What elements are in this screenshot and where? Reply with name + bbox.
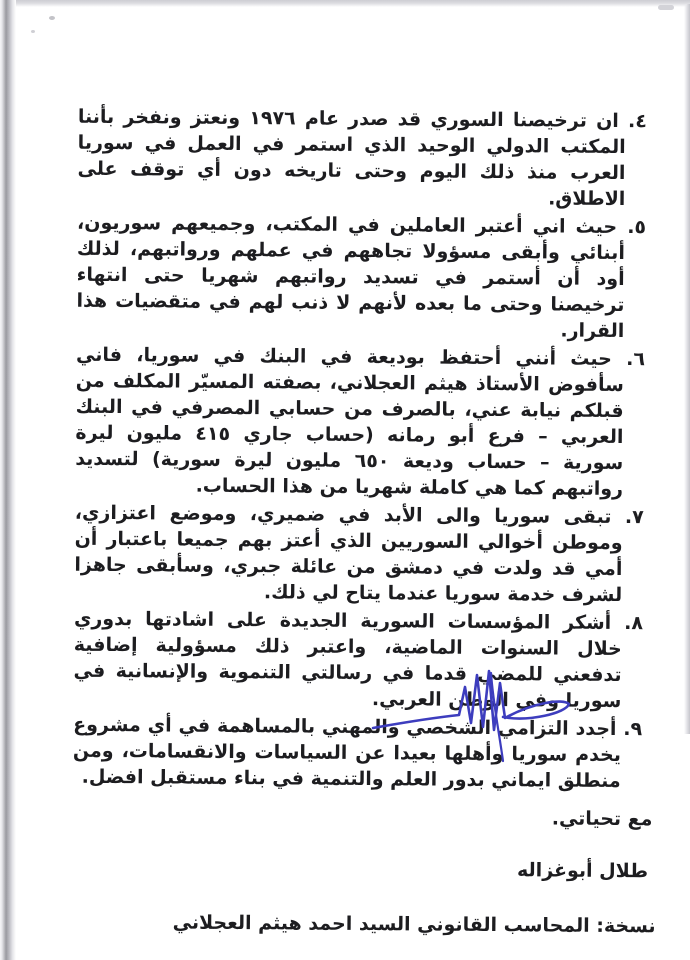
- handwritten-signature: [366, 660, 591, 770]
- clause-8: ٨. أشكر المؤسسات السورية الجديدة على اشادتها بدوري خلال السنوات الماضية، واعتبر ذلك مسؤولية إضافية تدفعني للمضي قدما في رسالتي التنموية والإنسانية في سوريا وفي الوطن العربي.: [73, 607, 644, 713]
- closing-salutation: مع تحياتي.: [551, 807, 653, 831]
- clause-4: ٤. ان ترخيصنا السوري قد صدر عام ١٩٧٦ ونعتز ونفخر بأننا المكتب الدولي الوحيد الذي استمر في العمل في سوريا العرب منذ ذلك اليوم وحتى تاريخه دون أي توقف على الاطلاق.: [77, 105, 647, 211]
- signer-name: طلال أبوغزاله: [516, 859, 649, 883]
- clause-9: ٩. أجدد التزامي الشخصي والمهني بالمساهمة في أي مشروع يخدم سوريا وأهلها بعيدا عن السياسات والانقسامات، ومن منطلق ايماني بدور العلم والتنمية في بناء مستقبل افضل.: [72, 713, 643, 793]
- cc-line: نسخة: المحاسب القانوني السيد احمد هيثم العجلاني: [172, 911, 656, 938]
- clause-5: ٥. حيث اني أعتبر العاملين في المكتب، وجميعهم سوريون، أبنائي وأبقى مسؤولا تجاههم في عملهم ورواتبهم، لذلك أود أن أستمر في تسديد رواتبهم شهريا حتى انتهاء ترخيصنا وحتى ما بعده لأنهم لا ذنب لهم في متقضيات هذا القرار.: [76, 211, 647, 343]
- signature-stroke-main: [373, 671, 569, 730]
- clause-6: ٦. حيث أنني أحتفظ بوديعة في البنك في سوريا، فاني سأفوض الأستاذ هيثم العجلاني، بصفته المسيّر المكلف من قبلكم نيابة عني، بالصرف من حسابي المصرفي في البنك العربي – فرع أبو رمانه (حساب جاري ٤١٥ مليون ليرة سورية – حساب وديعة ٦٥٠ مليون ليرة سورية) لتسديد رواتبهم كما هي كاملة شهريا من هذا الحساب.: [75, 343, 646, 501]
- clause-7: ٧. تبقى سوريا والى الأبد في ضميري، وموضع اعتزازي، وموطن أخوالي السوريين الذي أعتز بهم جميعا باعتبار أن أمي قد ولدت في دمشق من عائلة جبري، وسأبقى جاهزا لشرف خدمة سوريا عندما يتاح لي ذلك.: [74, 501, 644, 607]
